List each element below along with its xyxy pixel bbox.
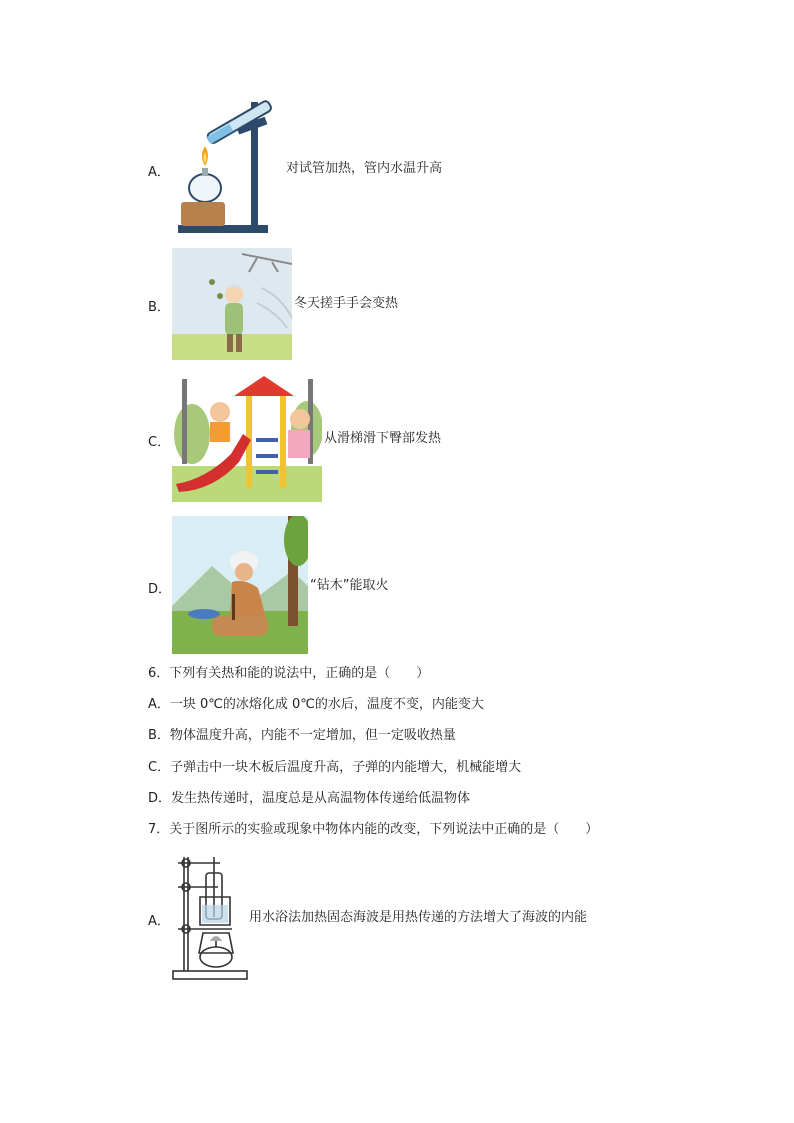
option-text: 冬天搓手手会变热 xyxy=(294,296,399,311)
option-text: 从滑梯滑下臀部发热 xyxy=(324,431,442,446)
question-stem: 7．关于图所示的实验或现象中物体内能的改变，下列说法中正确的是（ ） xyxy=(148,822,599,837)
question-stem: 6．下列有关热和能的说法中，正确的是（ ） xyxy=(148,666,430,681)
option-text: B．物体温度升高，内能不一定增加，但一定吸收热量 xyxy=(148,728,456,743)
option-letter: A． xyxy=(148,914,170,929)
option-letter: A． xyxy=(148,165,170,180)
water-bath-apparatus-icon xyxy=(170,853,250,981)
drilling-wood-fire-icon xyxy=(172,516,308,654)
option-letter: C． xyxy=(148,435,171,450)
option-text: A．一块 0℃的冰熔化成 0℃的水后，温度不变，内能变大 xyxy=(148,697,484,712)
children-slide-icon xyxy=(172,374,322,502)
old-man-rubbing-hands-icon xyxy=(172,248,292,360)
option-text: 用水浴法加热固态海波是用热传递的方法增大了海波的内能 xyxy=(249,910,588,925)
option-text: 对试管加热，管内水温升高 xyxy=(286,161,443,176)
test-tube-heating-icon xyxy=(175,100,285,236)
option-letter: D． xyxy=(148,582,172,597)
option-text: C．子弹击中一块木板后温度升高，子弹的内能增大，机械能增大 xyxy=(148,760,522,775)
option-text: “钻木”能取火 xyxy=(310,578,389,593)
option-text: D．发生热传递时，温度总是从高温物体传递给低温物体 xyxy=(148,791,471,806)
option-letter: B． xyxy=(148,300,170,315)
